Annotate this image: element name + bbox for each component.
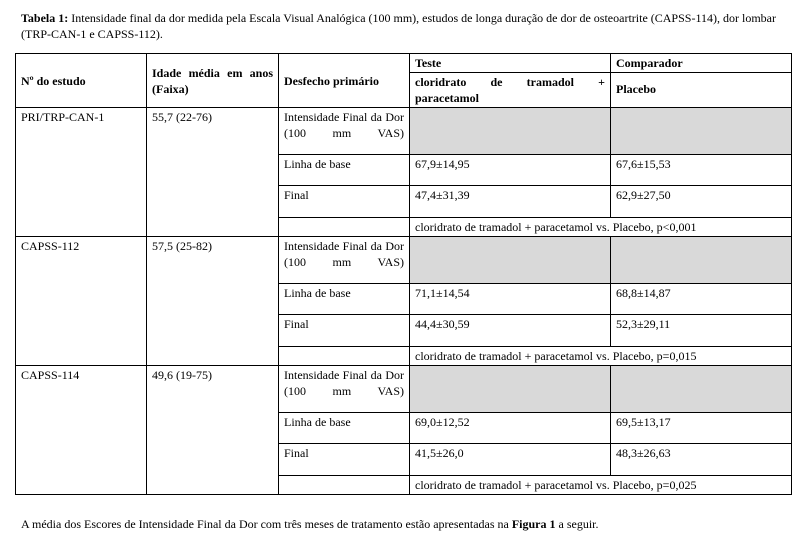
study-row-outcome xyxy=(16,237,792,284)
table-caption xyxy=(21,10,786,42)
header-test-group: Teste xyxy=(410,54,611,73)
header-age-text: Idade média em anos (Faixa) xyxy=(152,65,273,96)
study-name: PRI/TRP-CAN-1 xyxy=(16,108,147,237)
baseline-label: Linha de base xyxy=(279,413,410,444)
study-age: 57,5 (25-82) xyxy=(147,237,279,366)
comparison-result: cloridrato de tramadol + paracetamol vs. Placebo, p=0,015 xyxy=(410,347,792,366)
study-outcome xyxy=(279,366,410,413)
comparison-result: cloridrato de tramadol + paracetamol vs. Placebo, p<0,001 xyxy=(410,218,792,237)
baseline-comparator-value: 68,8±14,87 xyxy=(611,284,792,315)
caption-label: Tabela 1: xyxy=(21,11,69,25)
study-outcome-text: Intensidade Final da Dor (100 mm VAS) xyxy=(284,368,404,398)
table-footnote xyxy=(21,516,786,532)
footer-figure-ref: Figura 1 xyxy=(511,517,556,531)
baseline-test-value: 71,1±14,54 xyxy=(410,284,611,315)
final-comparator-value: 62,9±27,50 xyxy=(611,186,792,218)
shaded-cell-comparator xyxy=(611,237,792,284)
final-label: Final xyxy=(279,186,410,218)
header-age xyxy=(147,54,279,108)
footer-tail: a seguir. xyxy=(555,517,599,531)
study-outcome-text: Intensidade Final da Dor (100 mm VAS) xyxy=(284,110,404,140)
shaded-cell-comparator xyxy=(611,366,792,413)
baseline-comparator-value: 67,6±15,53 xyxy=(611,155,792,186)
header-row-top xyxy=(16,54,792,73)
results-table-body xyxy=(16,54,792,495)
empty-cell xyxy=(279,476,410,495)
final-test-value: 41,5±26,0 xyxy=(410,444,611,476)
comparison-result: cloridrato de tramadol + paracetamol vs. Placebo, p=0,025 xyxy=(410,476,792,495)
header-test-drug-text: cloridrato de tramadol + paracetamol xyxy=(415,75,605,105)
final-label: Final xyxy=(279,315,410,347)
study-outcome-text: Intensidade Final da Dor (100 mm VAS) xyxy=(284,239,404,269)
footer-text: A média dos Escores de Intensidade Final da Dor com três meses de tratamento estão apresentadas na xyxy=(21,517,512,531)
baseline-comparator-value: 69,5±13,17 xyxy=(611,413,792,444)
shaded-cell-test xyxy=(410,108,611,155)
baseline-label: Linha de base xyxy=(279,284,410,315)
header-comparator-drug: Placebo xyxy=(611,73,792,108)
final-comparator-value: 52,3±29,11 xyxy=(611,315,792,347)
baseline-test-value: 69,0±12,52 xyxy=(410,413,611,444)
caption-text: Intensidade final da dor medida pela Escala Visual Analógica (100 mm), estudos de longa duração de dor de osteoartrite (CAPSS-114), dor lombar (TRP-CAN-1 e CAPSS-112). xyxy=(21,11,776,41)
final-test-value: 47,4±31,39 xyxy=(410,186,611,218)
baseline-label: Linha de base xyxy=(279,155,410,186)
shaded-cell-test xyxy=(410,237,611,284)
study-row-outcome xyxy=(16,366,792,413)
study-age: 55,7 (22-76) xyxy=(147,108,279,237)
final-label: Final xyxy=(279,444,410,476)
shaded-cell-test xyxy=(410,366,611,413)
shaded-cell-comparator xyxy=(611,108,792,155)
empty-cell xyxy=(279,347,410,366)
final-test-value: 44,4±30,59 xyxy=(410,315,611,347)
study-age: 49,6 (19-75) xyxy=(147,366,279,495)
header-test-drug xyxy=(410,73,611,108)
results-table xyxy=(15,53,792,495)
study-outcome xyxy=(279,108,410,155)
header-outcome: Desfecho primário xyxy=(279,54,410,108)
baseline-test-value: 67,9±14,95 xyxy=(410,155,611,186)
header-comparator-group: Comparador xyxy=(611,54,792,73)
study-name: CAPSS-114 xyxy=(16,366,147,495)
empty-cell xyxy=(279,218,410,237)
final-comparator-value: 48,3±26,63 xyxy=(611,444,792,476)
study-name: CAPSS-112 xyxy=(16,237,147,366)
study-outcome xyxy=(279,237,410,284)
header-study: Nº do estudo xyxy=(16,54,147,108)
study-row-outcome xyxy=(16,108,792,155)
